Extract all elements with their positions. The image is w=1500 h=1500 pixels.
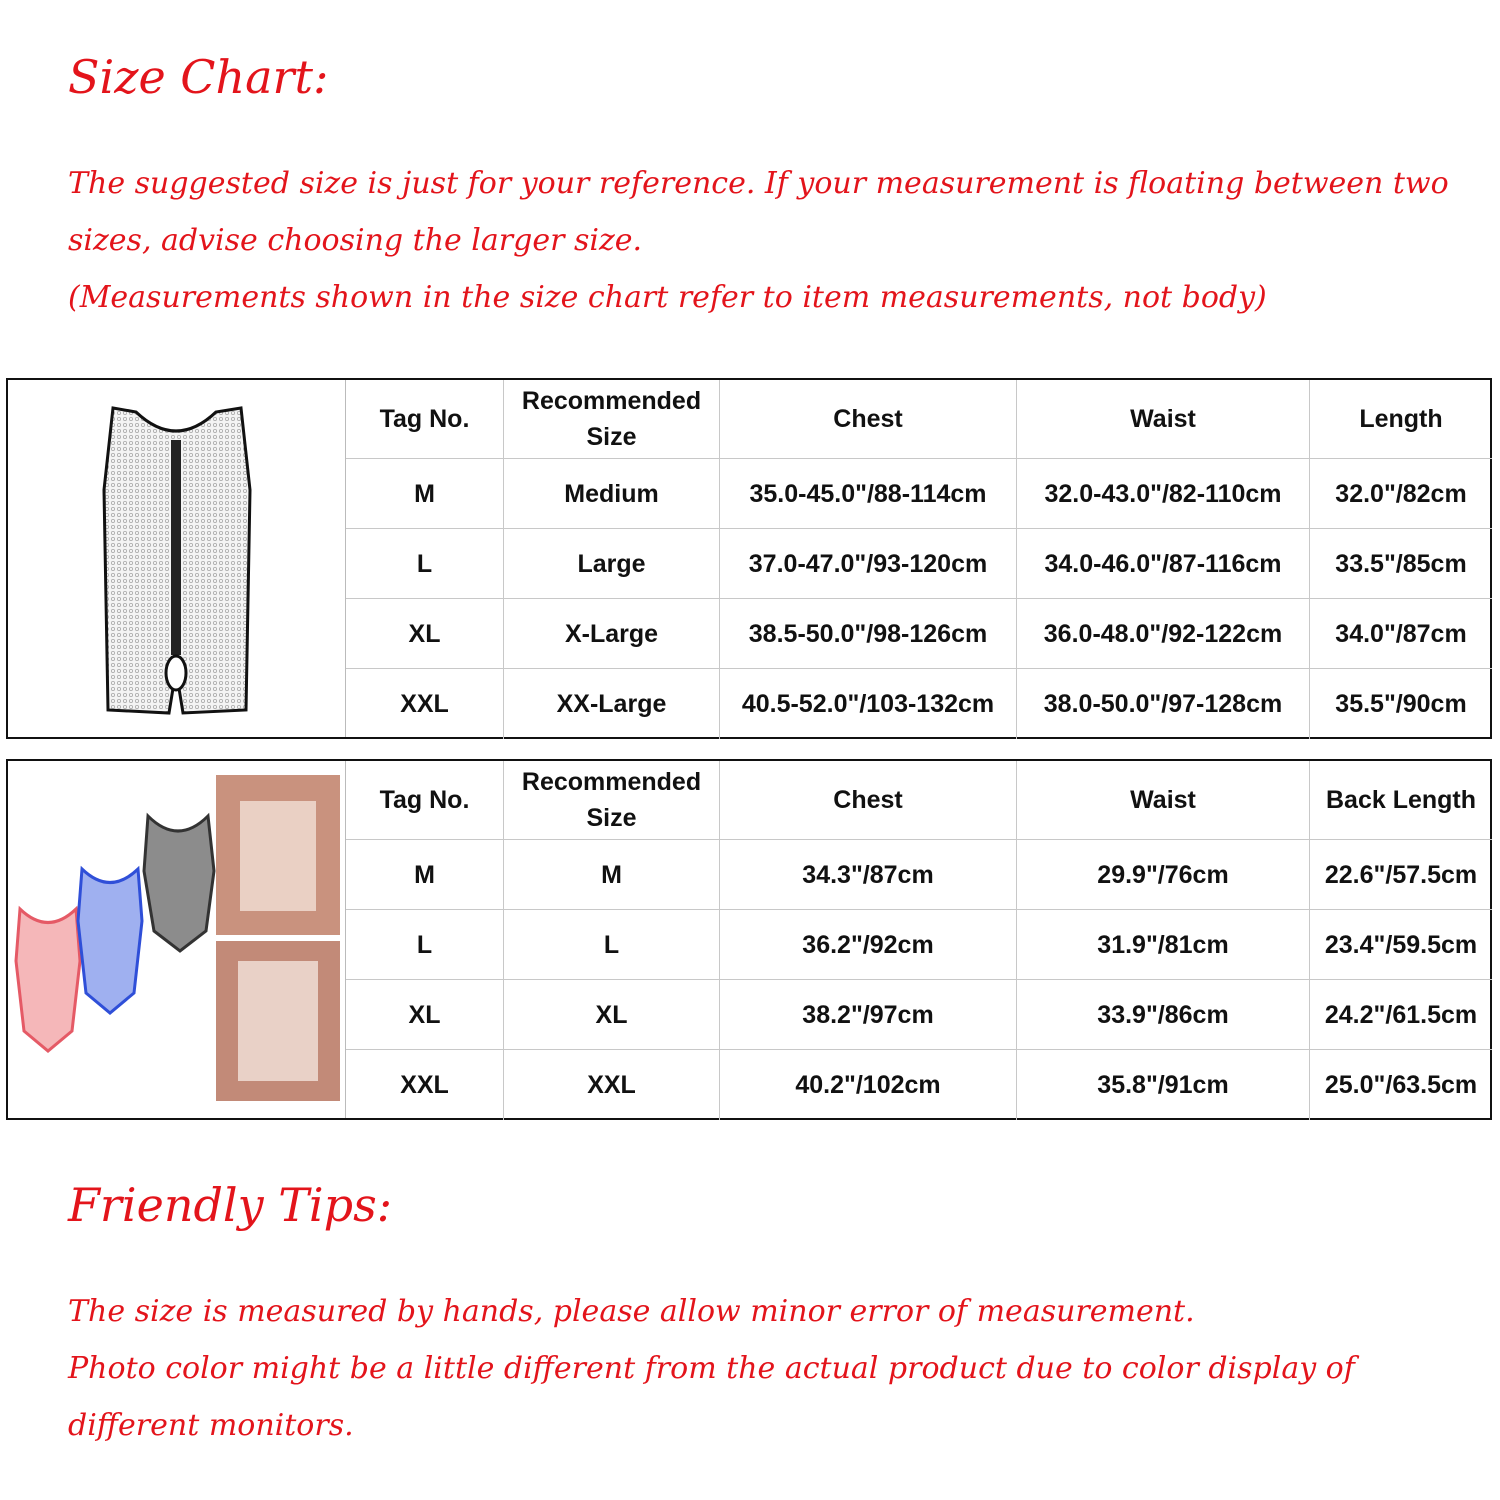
table-cell: 36.0-48.0"/92-122cm	[1017, 599, 1310, 669]
tip-line: Photo color might be a little different from the actual product due to color display of	[68, 1351, 1355, 1386]
table-cell: 32.0"/82cm	[1310, 459, 1492, 529]
table-cell: XX-Large	[504, 669, 720, 739]
table-cell: X-Large	[504, 599, 720, 669]
table-cell: XL	[346, 599, 504, 669]
column-header: Waist	[1017, 380, 1310, 459]
tips-title: Friendly Tips:	[68, 1178, 393, 1232]
table-cell: 35.0-45.0"/88-114cm	[720, 459, 1017, 529]
table-cell: L	[346, 910, 504, 980]
column-header: Waist	[1017, 761, 1310, 840]
intro-text	[68, 155, 1488, 326]
table-cell: 22.6"/57.5cm	[1310, 840, 1492, 910]
table-cell: 31.9"/81cm	[1017, 910, 1310, 980]
page-title: Size Chart:	[68, 50, 329, 104]
table-cell: 35.8"/91cm	[1017, 1050, 1310, 1120]
table-cell: 35.5"/90cm	[1335, 690, 1467, 718]
table-cell: 38.0-50.0"/97-128cm	[1017, 669, 1310, 739]
table-cell: M	[346, 459, 504, 529]
table-cell: XXL	[346, 669, 504, 739]
tip-line: The size is measured by hands, please allow minor error of measurement.	[68, 1294, 1195, 1329]
table-cell: XL	[504, 980, 720, 1050]
table-cell: 33.5"/85cm	[1310, 529, 1492, 599]
table-cell: XXL	[346, 1050, 504, 1120]
table-cell: Medium	[504, 459, 720, 529]
column-header: Recommended Size	[504, 761, 720, 840]
table-cell: 36.2"/92cm	[720, 910, 1017, 980]
table-cell: 40.5-52.0"/103-132cm	[720, 669, 1017, 739]
table-2-grid	[346, 761, 1490, 1118]
tips-text	[68, 1283, 1488, 1454]
table-cell: 34.0"/87cm	[1310, 599, 1492, 669]
column-header: Tag No.	[346, 380, 504, 459]
table-cell: 23.4"/59.5cm	[1310, 910, 1492, 980]
table-cell: 33.9"/86cm	[1017, 980, 1310, 1050]
table-cell: 38.5-50.0"/98-126cm	[720, 599, 1017, 669]
table-1-grid	[346, 380, 1490, 737]
column-header: Tag No.	[346, 761, 504, 840]
table-cell: 34.3"/87cm	[720, 840, 1017, 910]
table-cell: 37.0-47.0"/93-120cm	[720, 529, 1017, 599]
product-image-bodysuit	[8, 380, 346, 737]
table-cell: XXL	[504, 1050, 720, 1120]
table-cell: 38.2"/97cm	[720, 980, 1017, 1050]
column-header: Back Length	[1310, 761, 1492, 840]
column-header: Chest	[720, 761, 1017, 840]
intro-line: (Measurements shown in the size chart refer to item measurements, not body)	[68, 280, 1267, 315]
tip-line: different monitors.	[68, 1408, 354, 1443]
column-header: Recommended Size	[504, 380, 720, 459]
product-image-leotards	[8, 761, 346, 1118]
column-header: Length	[1310, 380, 1492, 459]
table-cell: XL	[346, 980, 504, 1050]
table-cell: M	[346, 840, 504, 910]
intro-line: sizes, advise choosing the larger size.	[68, 223, 643, 258]
table-cell: 25.0"/63.5cm	[1324, 1071, 1478, 1099]
table-cell: 34.0-46.0"/87-116cm	[1017, 529, 1310, 599]
table-cell: 29.9"/76cm	[1017, 840, 1310, 910]
column-header: Chest	[720, 380, 1017, 459]
table-cell: 32.0-43.0"/82-110cm	[1017, 459, 1310, 529]
table-cell: M	[504, 840, 720, 910]
table-cell: L	[346, 529, 504, 599]
size-table-2	[6, 759, 1492, 1120]
table-cell: Large	[504, 529, 720, 599]
table-cell: L	[504, 910, 720, 980]
intro-line: The suggested size is just for your reference. If your measurement is floating between two	[68, 166, 1449, 201]
table-cell: 24.2"/61.5cm	[1310, 980, 1492, 1050]
size-table-1	[6, 378, 1492, 739]
table-cell: 40.2"/102cm	[720, 1050, 1017, 1120]
